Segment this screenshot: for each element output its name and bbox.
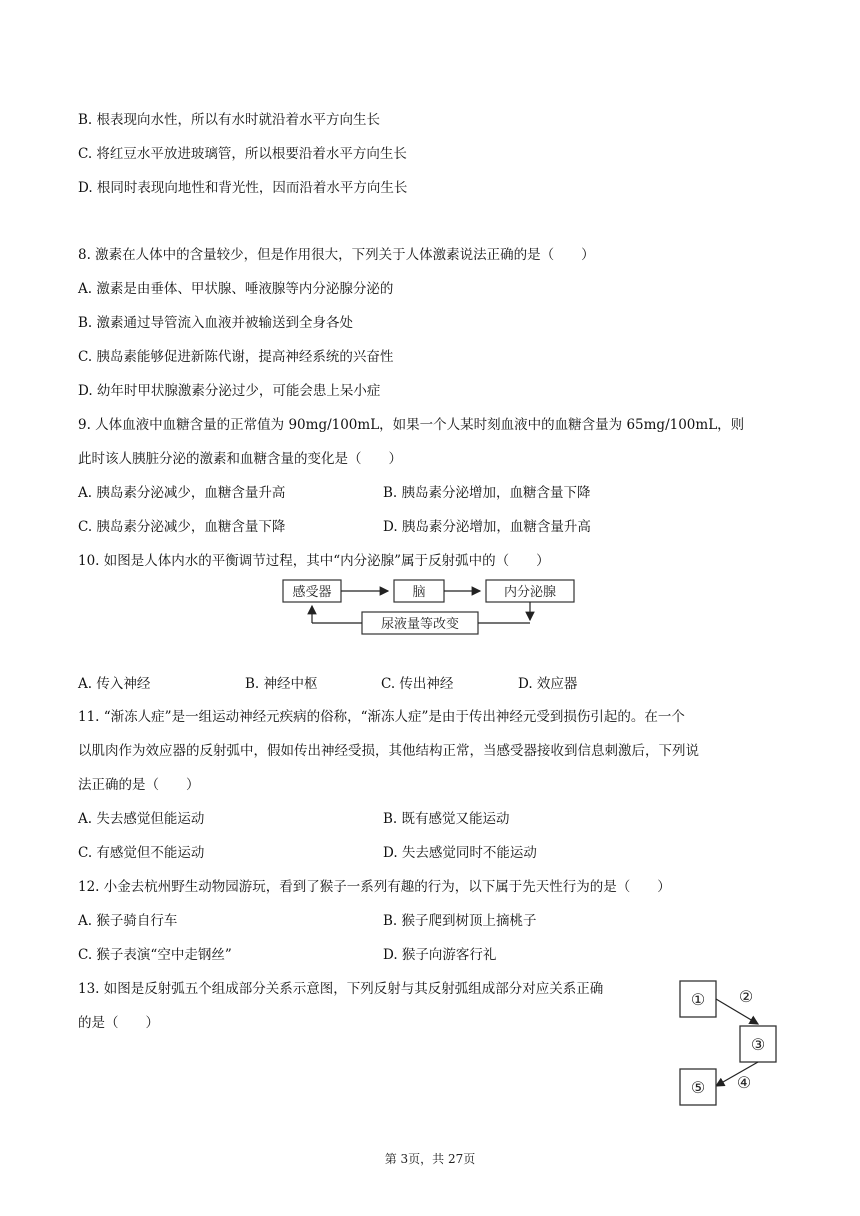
q11-option-c: C. 有感觉但不能运动	[78, 845, 205, 861]
receptor-label: 感受器	[292, 585, 332, 600]
q11-stem-line1: 11. “渐冻人症”是一组运动神经元疾病的俗称，“渐冻人症”是由于传出神经元受到损伤引起的。在一个	[78, 709, 685, 725]
q12-option-a: A. 猴子骑自行车	[78, 913, 178, 929]
brain-label: 脑	[412, 585, 426, 600]
q9-options-row1	[78, 484, 778, 502]
node-4-label: ④	[736, 1073, 752, 1092]
q9-option-b: B. 胰岛素分泌增加，血糖含量下降	[383, 485, 591, 501]
q11-stem-line3: 法正确的是（ ）	[78, 777, 200, 793]
q9-stem-line1: 9. 人体血液中血糖含量的正常值为 90mg/100mL，如果一个人某时刻血液中的血糖含量为 65mg/100mL，则	[78, 417, 745, 433]
node-3-label: ③	[750, 1035, 766, 1054]
q11-option-a: A. 失去感觉但能运动	[78, 811, 205, 827]
q8-option-c: C. 胰岛素能够促进新陈代谢，提高神经系统的兴奋性	[78, 349, 394, 365]
q11-option-b: B. 既有感觉又能运动	[383, 811, 510, 827]
node-5-label: ⑤	[690, 1078, 706, 1097]
q11-option-d: D. 失去感觉同时不能运动	[383, 845, 537, 861]
q8-option-a: A. 激素是由垂体、甲状腺、唾液腺等内分泌腺分泌的	[78, 281, 394, 297]
q9-option-a: A. 胰岛素分泌减少，血糖含量升高	[78, 485, 286, 501]
q10-option-a: A. 传入神经	[78, 676, 151, 692]
q10-stem: 10. 如图是人体内水的平衡调节过程，其中“内分泌腺”属于反射弧中的（ ）	[78, 553, 550, 569]
node-2-label: ②	[738, 987, 754, 1006]
q9-options-row2	[78, 518, 778, 536]
q12-options-row2	[78, 946, 778, 964]
q12-option-d: D. 猴子向游客行礼	[383, 947, 497, 963]
q8-option-b: B. 激素通过导管流入血液并被输送到全身各处	[78, 315, 354, 331]
water-balance-diagram	[280, 576, 580, 638]
q7-option-d: D. 根同时表现向地性和背光性，因而沿着水平方向生长	[78, 180, 408, 196]
q7-option-c: C. 将红豆水平放进玻璃管，所以根要沿着水平方向生长	[78, 146, 407, 162]
page-footer: 第 3页，共 27页	[384, 1152, 476, 1166]
urine-change-label: 尿液量等改变	[380, 617, 460, 632]
q10-option-c: C. 传出神经	[381, 676, 454, 692]
q10-option-d: D. 效应器	[518, 676, 578, 692]
q11-stem-line2: 以肌肉作为效应器的反射弧中，假如传出神经受损，其他结构正常，当感受器接收到信息刺激后，下列说	[78, 743, 699, 759]
q12-options-row1	[78, 912, 778, 930]
q9-option-d: D. 胰岛素分泌增加，血糖含量升高	[383, 519, 591, 535]
q8-stem: 8. 激素在人体中的含量较少，但是作用很大，下列关于人体激素说法正确的是（ ）	[78, 247, 595, 263]
q11-options-row1	[78, 810, 778, 828]
endocrine-gland-label: 内分泌腺	[503, 585, 557, 600]
q13-stem-line1: 13. 如图是反射弧五个组成部分关系示意图，下列反射与其反射弧组成部分对应关系正确	[78, 981, 604, 997]
q10-option-b: B. 神经中枢	[245, 676, 318, 692]
q9-stem-line2: 此时该人胰脏分泌的激素和血糖含量的变化是（ ）	[78, 451, 402, 467]
q13-stem-line2: 的是（ ）	[78, 1015, 159, 1031]
q7-option-b: B. 根表现向水性，所以有水时就沿着水平方向生长	[78, 112, 381, 128]
q12-option-b: B. 猴子爬到树顶上摘桃子	[383, 913, 537, 929]
node-1-label: ①	[690, 990, 706, 1009]
reflex-arc-diagram	[676, 978, 786, 1112]
q8-option-d: D. 幼年时甲状腺激素分泌过少，可能会患上呆小症	[78, 383, 381, 399]
q9-option-c: C. 胰岛素分泌减少，血糖含量下降	[78, 519, 286, 535]
q12-option-c: C. 猴子表演“空中走钢丝”	[78, 947, 232, 963]
q12-stem: 12. 小金去杭州野生动物园游玩，看到了猴子一系列有趣的行为，以下属于先天性行为的是（ ）	[78, 879, 671, 895]
q11-options-row2	[78, 844, 778, 862]
